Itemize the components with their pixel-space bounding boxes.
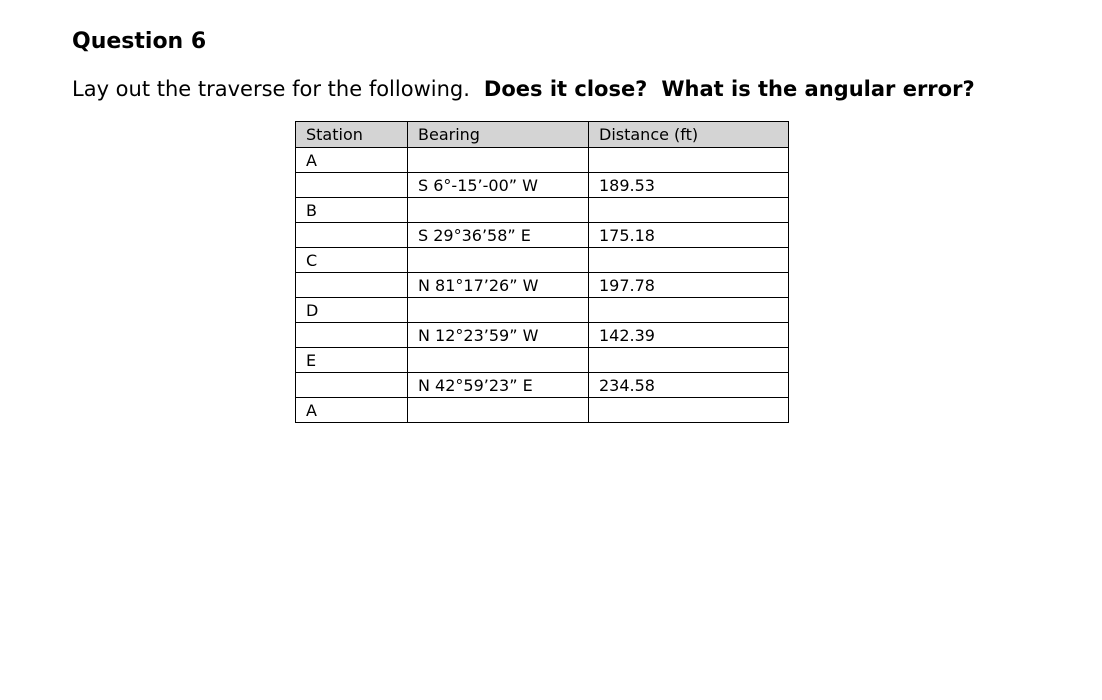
traverse-table [295,121,789,423]
bearing-cell: N 81°17’26” W [408,273,589,298]
distance-cell [589,348,789,373]
station-cell: E [296,348,408,373]
header-distance: Distance (ft) [589,122,789,148]
prompt-text: Lay out the traverse for the following. [72,77,470,101]
station-cell: B [296,198,408,223]
bearing-cell [408,148,589,173]
distance-cell [589,248,789,273]
table-row [296,273,789,298]
question-title: Question 6 [72,29,207,54]
question-prompt [72,74,975,104]
table-row [296,373,789,398]
distance-cell: 234.58 [589,373,789,398]
table-row [296,198,789,223]
station-cell [296,323,408,348]
prompt-error-question: What is the angular error? [661,77,975,101]
bearing-cell: N 12°23’59” W [408,323,589,348]
station-cell [296,223,408,248]
distance-cell: 175.18 [589,223,789,248]
station-cell: A [296,398,408,423]
table-row [296,348,789,373]
header-station: Station [296,122,408,148]
distance-cell: 197.78 [589,273,789,298]
header-bearing: Bearing [408,122,589,148]
table-row [296,398,789,423]
distance-cell [589,148,789,173]
table-header-row [296,122,789,148]
station-cell: A [296,148,408,173]
table-row [296,148,789,173]
station-cell [296,273,408,298]
distance-cell [589,398,789,423]
table-row [296,298,789,323]
prompt-close-question: Does it close? [483,77,648,101]
distance-cell [589,198,789,223]
table-row [296,173,789,198]
distance-cell: 189.53 [589,173,789,198]
station-cell [296,373,408,398]
bearing-cell: S 29°36’58” E [408,223,589,248]
table-row [296,323,789,348]
station-cell: C [296,248,408,273]
station-cell [296,173,408,198]
bearing-cell [408,348,589,373]
bearing-cell [408,298,589,323]
station-cell: D [296,298,408,323]
bearing-cell: N 42°59’23” E [408,373,589,398]
bearing-cell [408,248,589,273]
table-body [296,148,789,423]
distance-cell: 142.39 [589,323,789,348]
table-row [296,223,789,248]
bearing-cell [408,198,589,223]
bearing-cell [408,398,589,423]
table-row [296,248,789,273]
distance-cell [589,298,789,323]
bearing-cell: S 6°-15’-00” W [408,173,589,198]
